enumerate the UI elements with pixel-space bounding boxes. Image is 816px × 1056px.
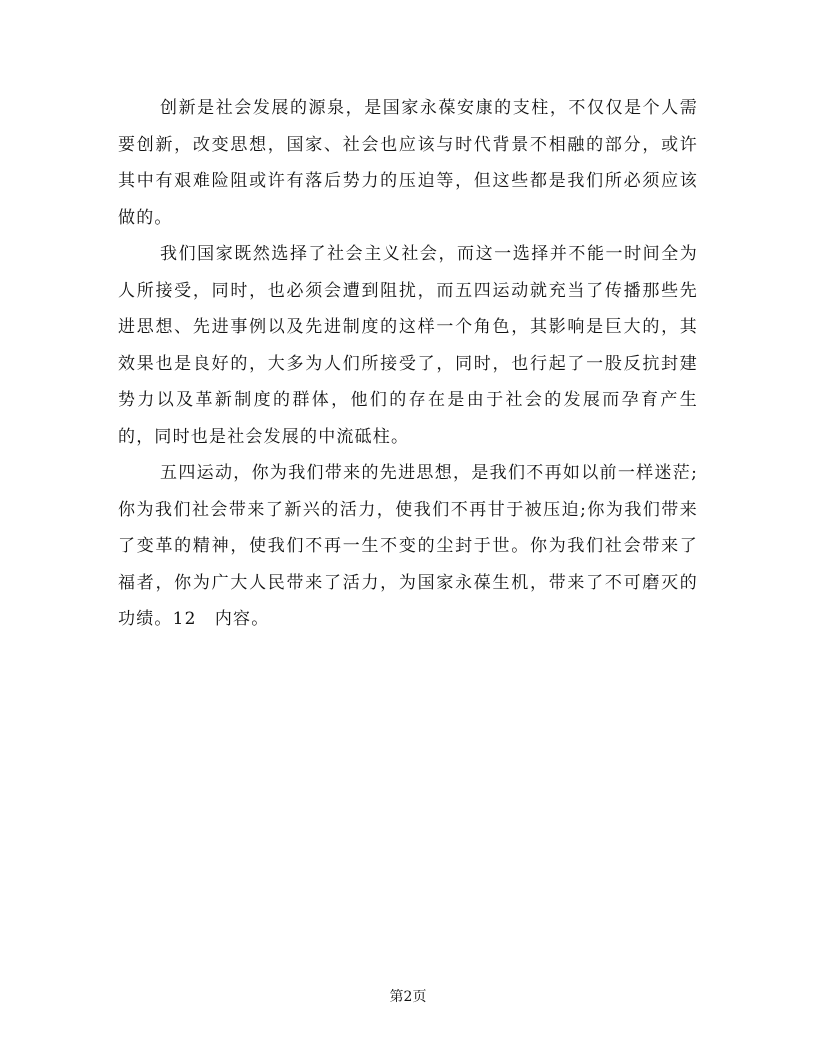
paragraph-socialism: 我们国家既然选择了社会主义社会，而这一选择并不能一时间全为人所接受，同时，也必须会遭到阻扰，而五四运动就充当了传播那些先进思想、先进事例以及先进制度的这样一个角色，其影响是巨大的，其效果也是良好的，大多为人们所接受了，同时，也行起了一股反抗封建势力以及革新制度的群体，他们的存在是由于社会的发展而孕育产生的，同时也是社会发展的中流砥柱。: [118, 244, 698, 447]
paragraph-may-fourth: 五四运动，你为我们带来的先进思想，是我们不再如以前一样迷茫;你为我们社会带来了新兴的活力，使我们不再甘于被压迫;你为我们带来了变革的精神，使我们不再一生不变的尘封于世。你为我们社会带来了福者，你为广大人民带来了活力，为国家永葆生机，带来了不可磨灭的功绩。12 内容。: [118, 463, 698, 629]
page-number: 第2页: [389, 989, 427, 1005]
paragraph-innovation: 创新是社会发展的源泉，是国家永葆安康的支柱，不仅仅是个人需要创新，改变思想，国家、社会也应该与时代背景不相融的部分，或许其中有艰难险阻或许有落后势力的压迫等，但这些都是我们所必须应该做的。: [118, 98, 698, 228]
document-body: [118, 90, 698, 638]
